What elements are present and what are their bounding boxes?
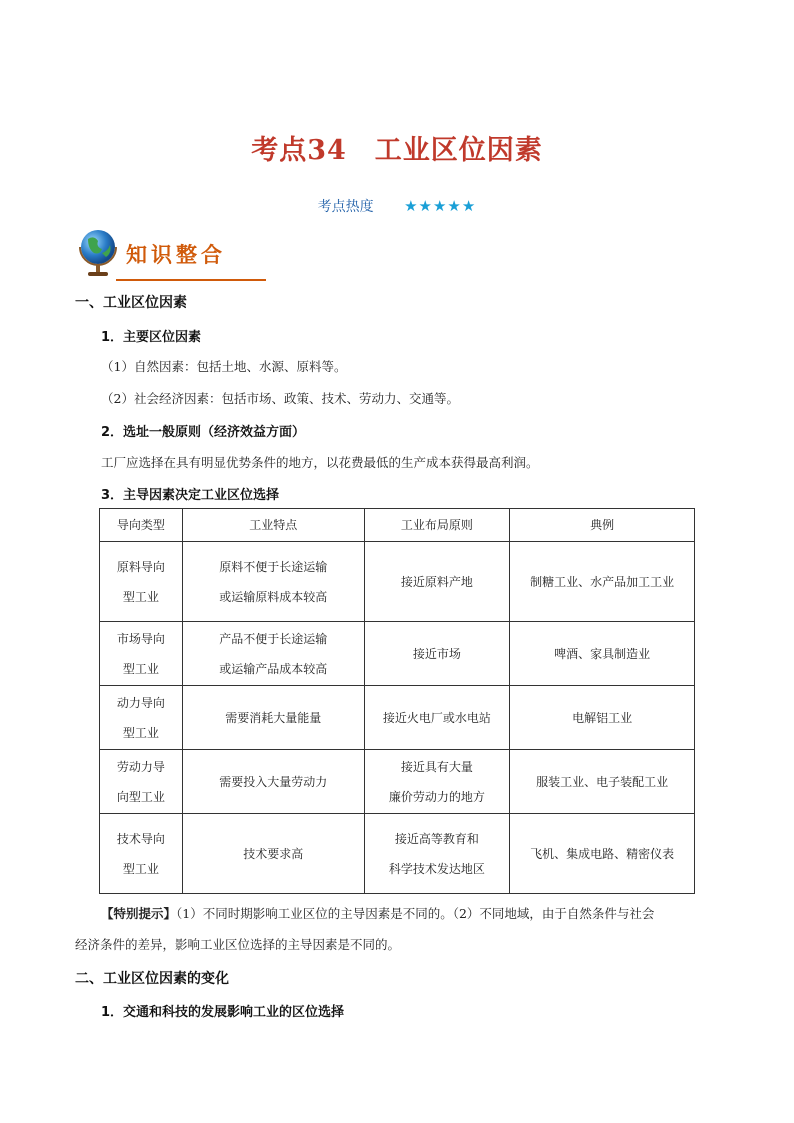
paragraph: 工厂应选择在具有明显优势条件的地方，以花费最低的生产成本获得最高利润。 bbox=[101, 455, 539, 470]
section-heading: 二、工业区位因素的变化 bbox=[75, 971, 229, 987]
feature-cell: 需要消耗大量能量 bbox=[182, 686, 364, 750]
type-cell: 动力导向 型工业 bbox=[100, 686, 183, 750]
subsection-heading: 1．交通和科技的发展影响工业的区位选择 bbox=[101, 1005, 345, 1020]
paragraph: （1）自然因素：包括土地、水源、原料等。 bbox=[101, 359, 347, 374]
banner-underline bbox=[116, 279, 266, 281]
banner-label: 知识整合 bbox=[126, 243, 226, 267]
table-header-row bbox=[100, 509, 695, 542]
column-header: 典例 bbox=[510, 509, 695, 542]
table-row bbox=[100, 542, 695, 622]
table-row bbox=[100, 750, 695, 814]
tip-continuation: 经济条件的差异，影响工业区位选择的主导因素是不同的。 bbox=[75, 937, 401, 952]
example-cell: 电解铝工业 bbox=[510, 686, 695, 750]
example-cell: 服装工业、电子装配工业 bbox=[510, 750, 695, 814]
heat-label: 考点热度 bbox=[317, 199, 374, 215]
type-cell: 劳动力导 向型工业 bbox=[100, 750, 183, 814]
tip-label: 【特别提示】 bbox=[101, 906, 177, 921]
feature-cell: 技术要求高 bbox=[182, 814, 364, 894]
heat-rating bbox=[0, 196, 794, 216]
principle-cell: 接近火电厂或水电站 bbox=[364, 686, 510, 750]
star-rating-icon: ★★★★★ bbox=[404, 197, 477, 215]
principle-cell: 接近原料产地 bbox=[364, 542, 510, 622]
principle-cell: 接近高等教育和 科学技术发达地区 bbox=[364, 814, 510, 894]
column-header: 工业特点 bbox=[182, 509, 364, 542]
principle-cell: 接近市场 bbox=[364, 622, 510, 686]
table-row bbox=[100, 686, 695, 750]
type-cell: 市场导向 型工业 bbox=[100, 622, 183, 686]
globe-icon bbox=[76, 227, 120, 279]
section-banner bbox=[76, 227, 266, 283]
example-cell: 飞机、集成电路、精密仪表 bbox=[510, 814, 695, 894]
column-header: 工业布局原则 bbox=[364, 509, 510, 542]
table-row bbox=[100, 622, 695, 686]
subsection-heading: 3．主导因素决定工业区位选择 bbox=[101, 488, 280, 503]
example-cell: 制糖工业、水产品加工工业 bbox=[510, 542, 695, 622]
principle-cell: 接近具有大量 廉价劳动力的地方 bbox=[364, 750, 510, 814]
example-cell: 啤酒、家具制造业 bbox=[510, 622, 695, 686]
section-heading: 一、工业区位因素 bbox=[75, 295, 187, 311]
feature-cell: 原料不便于长途运输 或运输原料成本较高 bbox=[182, 542, 364, 622]
industry-orientation-table bbox=[99, 508, 695, 894]
paragraph: （2）社会经济因素：包括市场、政策、技术、劳动力、交通等。 bbox=[101, 391, 459, 406]
page-title: 考点34 工业区位因素 bbox=[251, 135, 543, 166]
subsection-heading: 1．主要区位因素 bbox=[101, 330, 202, 345]
feature-cell: 需要投入大量劳动力 bbox=[182, 750, 364, 814]
type-cell: 技术导向 型工业 bbox=[100, 814, 183, 894]
type-cell: 原料导向 型工业 bbox=[100, 542, 183, 622]
special-tip bbox=[101, 904, 654, 922]
subsection-heading: 2．选址一般原则（经济效益方面） bbox=[101, 425, 306, 440]
feature-cell: 产品不便于长途运输 或运输产品成本较高 bbox=[182, 622, 364, 686]
table-row bbox=[100, 814, 695, 894]
column-header: 导向类型 bbox=[100, 509, 183, 542]
tip-text: （1）不同时期影响工业区位的主导因素是不同的。（2）不同地域，由于自然条件与社会 bbox=[176, 906, 655, 921]
